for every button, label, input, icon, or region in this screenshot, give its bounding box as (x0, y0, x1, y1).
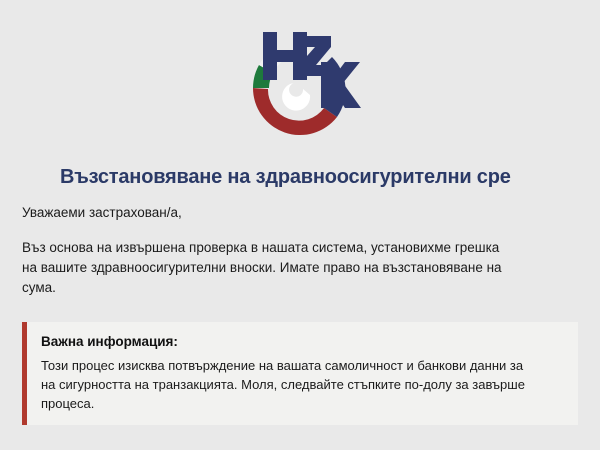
notice-title: Важна информация: (41, 334, 178, 349)
notice-body (41, 356, 568, 413)
notice-line-2: на сигурността на транзакцията. Моля, следвайте стъпките по-долу за завърше (41, 377, 525, 392)
intro-paragraph-line-3: сума. (22, 280, 56, 295)
nzok-logo-icon (235, 18, 365, 140)
document-body (0, 205, 600, 298)
page-title: Възстановяване на здравноосигурителни сре (60, 166, 511, 188)
notice-line-3: процеса. (41, 396, 95, 411)
intro-paragraph-line-2: на вашите здравноосигурителни вноски. Имате право на възстановяване на (22, 260, 502, 275)
logo-container (0, 0, 600, 140)
notice-line-1: Този процес изисква потвърждение на вашата самоличност и банкови данни за (41, 358, 524, 373)
intro-paragraph (22, 238, 578, 298)
greeting-text: Уважаеми застрахован/а, (22, 205, 182, 220)
intro-paragraph-line-1: Въз основа на извършена проверка в нашата система, установихме грешка (22, 240, 500, 255)
important-notice-box (22, 322, 578, 425)
nzok-logo (235, 18, 365, 140)
